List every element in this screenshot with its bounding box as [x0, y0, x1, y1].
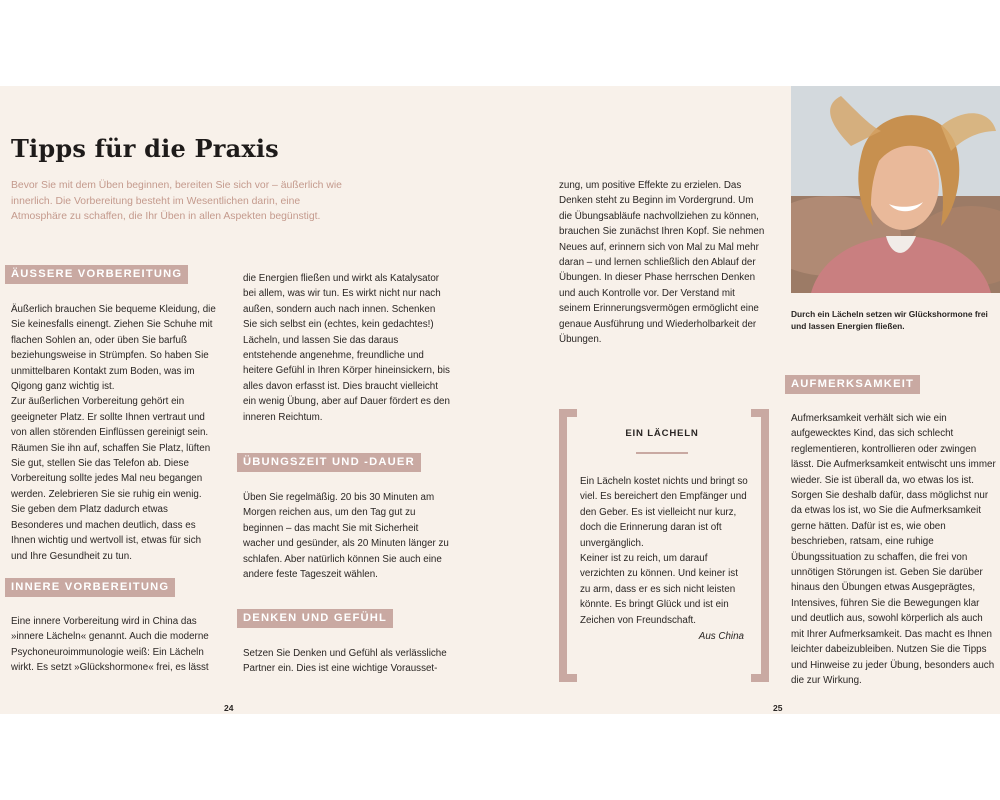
column-text: [559, 178, 767, 347]
paragraph: Zur äußerlichen Vorbereitung gehört ein geeigneter Platz. Er sollte Ihnen vertraut und von allen störenden Einflüssen gereinigt sein. Räumen Sie ihn auf, schaffen Sie Platz, lüften Sie gut, stellen Sie das Telefon ab. Diese Vorbereitung sollte jedes Mal neu begangen werden. Zelebrieren Sie sie ruhig ein wenig. Sie geben dem Platz dadurch etwas Besonderes und machen deutlich, dass es Ihnen wichtig und wertvoll ist, etwas für sich und Ihre Gesundheit zu tun.: [11, 396, 211, 562]
box-source: Aus China: [698, 631, 744, 642]
paragraph: Setzen Sie Denken und Gefühl als verlässliche Partner ein. Dies ist eine wichtige Vorausset-: [243, 648, 447, 675]
heading-aeussere-vorbereitung: ÄUSSERE VORBEREITUNG: [5, 265, 188, 284]
photo-illustration: [791, 86, 1000, 293]
paragraph: Ein Lächeln kostet nichts und bringt so viel. Es bereichert den Empfänger und den Geber. Es ist vielleicht nur kurz, doch die Erinnerung daran ist oft unvergänglich.: [580, 476, 748, 549]
paragraph: die Energien fließen und wirkt als Katalysator bei allem, was wir tun. Es wirkt nicht nur nach außen, sondern auch nach innen. Schenken Sie sich selbst ein (echtes, kein gedachtes!) Lächeln, und lassen Sie das daraus entstehende angenehme, freundliche und heitere Gefühl in Ihren Körper hineinsickern, bis alles davon erfasst ist. Dies braucht vielleicht ein wenig Übung, aber auf Dauer fördert es den inneren Reichtum.: [243, 273, 450, 423]
page-title: Tipps für die Praxis: [11, 134, 279, 163]
section-aufmerksamkeit-text: [791, 411, 996, 688]
heading-aufmerksamkeit: AUFMERKSAMKEIT: [785, 375, 920, 394]
heading-denken-und-gefuehl: DENKEN UND GEFÜHL: [237, 609, 393, 628]
smiling-woman-photo: [791, 86, 1000, 293]
photo-caption: Durch ein Lächeln setzen wir Glückshormone frei und lassen Energien fließen.: [791, 309, 988, 332]
box-bracket-left: [559, 409, 577, 682]
box-bracket-right: [751, 409, 769, 682]
column-text: [243, 271, 451, 425]
section-innere-vorbereitung-text: [11, 614, 217, 676]
intro-text: Bevor Sie mit dem Üben beginnen, bereiten Sie sich vor – äußerlich wie innerlich. Die Vorbereitung besteht im Wesentlichen darin, eine Atmosphäre zu schaffen, die Ihr Üben in allen Aspekten begünstigt.: [11, 180, 342, 223]
section-uebungszeit-text: [243, 490, 451, 582]
paragraph: zung, um positive Effekte zu erzielen. Das Denken steht zu Beginn im Vordergrund. Um die Übungsabläufe nachvollziehen zu können, brauchen Sie zunächst Ihren Kopf. Sie nehmen Neues auf, erinnern sich von Mal zu Mal mehr daran – und lernen schließlich den Ablauf der Übungen. In dieser Phase herrschen Denken und auch Kontrolle vor. Der Verstand mit seinem Erinnerungsvermögen ermöglicht eine genaue Ausführung und Wiederholbarkeit der Übungen.: [559, 180, 765, 346]
section-denken-text: [243, 646, 451, 677]
section-aeussere-vorbereitung-text: [11, 302, 217, 564]
paragraph: Üben Sie regelmäßig. 20 bis 30 Minuten am Morgen reichen aus, um den Tag gut zu beginnen – das macht Sie mit Sicherheit wacher und gesünder, als 20 Minuten länger zu schlafen. Aber natürlich können Sie auch eine andere feste Tageszeit wählen.: [243, 492, 449, 581]
paragraph: Aufmerksamkeit verhält sich wie ein aufgewecktes Kind, das sich schlecht reglementieren, kontrollieren oder zwingen lässt. Die Aufmerksamkeit entwischt uns immer wieder. Sie ist überall da, wo etwas los ist. Sorgen Sie deshalb dafür, dass möglichst nur da etwas los ist, wo Sie die Aufmerksamkeit gerne hätten. Dafür ist es, wie oben beschrieben, ratsam, eine ruhige Übungssituation zu schaffen, die frei von unnötigen Störungen ist. Geben Sie darüber hinaus den Übungen etwas Ausgeprägtes, Intensives, führen Sie die Bewegungen klar und deutlich aus, sowohl körperlich als auch mit Ihrer Aufmerksamkeit. Das macht es Ihnen leichter dabeizubleiben. Nutzen Sie die Tipps und Hinweise zu jeder Übung, besonders auch die zur Wirkung.: [791, 413, 996, 686]
heading-uebungszeit: ÜBUNGSZEIT UND -DAUER: [237, 453, 421, 472]
paragraph: Keiner ist zu reich, um darauf verzichten zu können. Und keiner ist zu arm, dass er es sich nicht leisten könnte. Es bringt Glück und ist ein Zeichen von Freundschaft.: [580, 553, 738, 626]
paragraph: Äußerlich brauchen Sie bequeme Kleidung, die Sie keinesfalls einengt. Ziehen Sie Schuhe mit flachen Sohlen an, oder üben Sie barfuß beziehungsweise in Strümpfen. So haben Sie unmittelbaren Kontakt zum Boden, was im Qigong ganz wichtig ist.: [11, 304, 216, 393]
box-text: [580, 474, 748, 628]
paragraph: Eine innere Vorbereitung wird in China das »innere Lächeln« genannt. Auch die moderne Psychoneuroimmunologie weiß: Ein Lächeln wirkt. Es setzt »Glückshormone« frei, es lässt: [11, 616, 209, 674]
box-divider: [636, 452, 688, 454]
box-title: EIN LÄCHELN: [625, 428, 699, 439]
page-number-left: 24: [224, 703, 234, 713]
heading-innere-vorbereitung: INNERE VORBEREITUNG: [5, 578, 175, 597]
page-number-right: 25: [773, 703, 783, 713]
